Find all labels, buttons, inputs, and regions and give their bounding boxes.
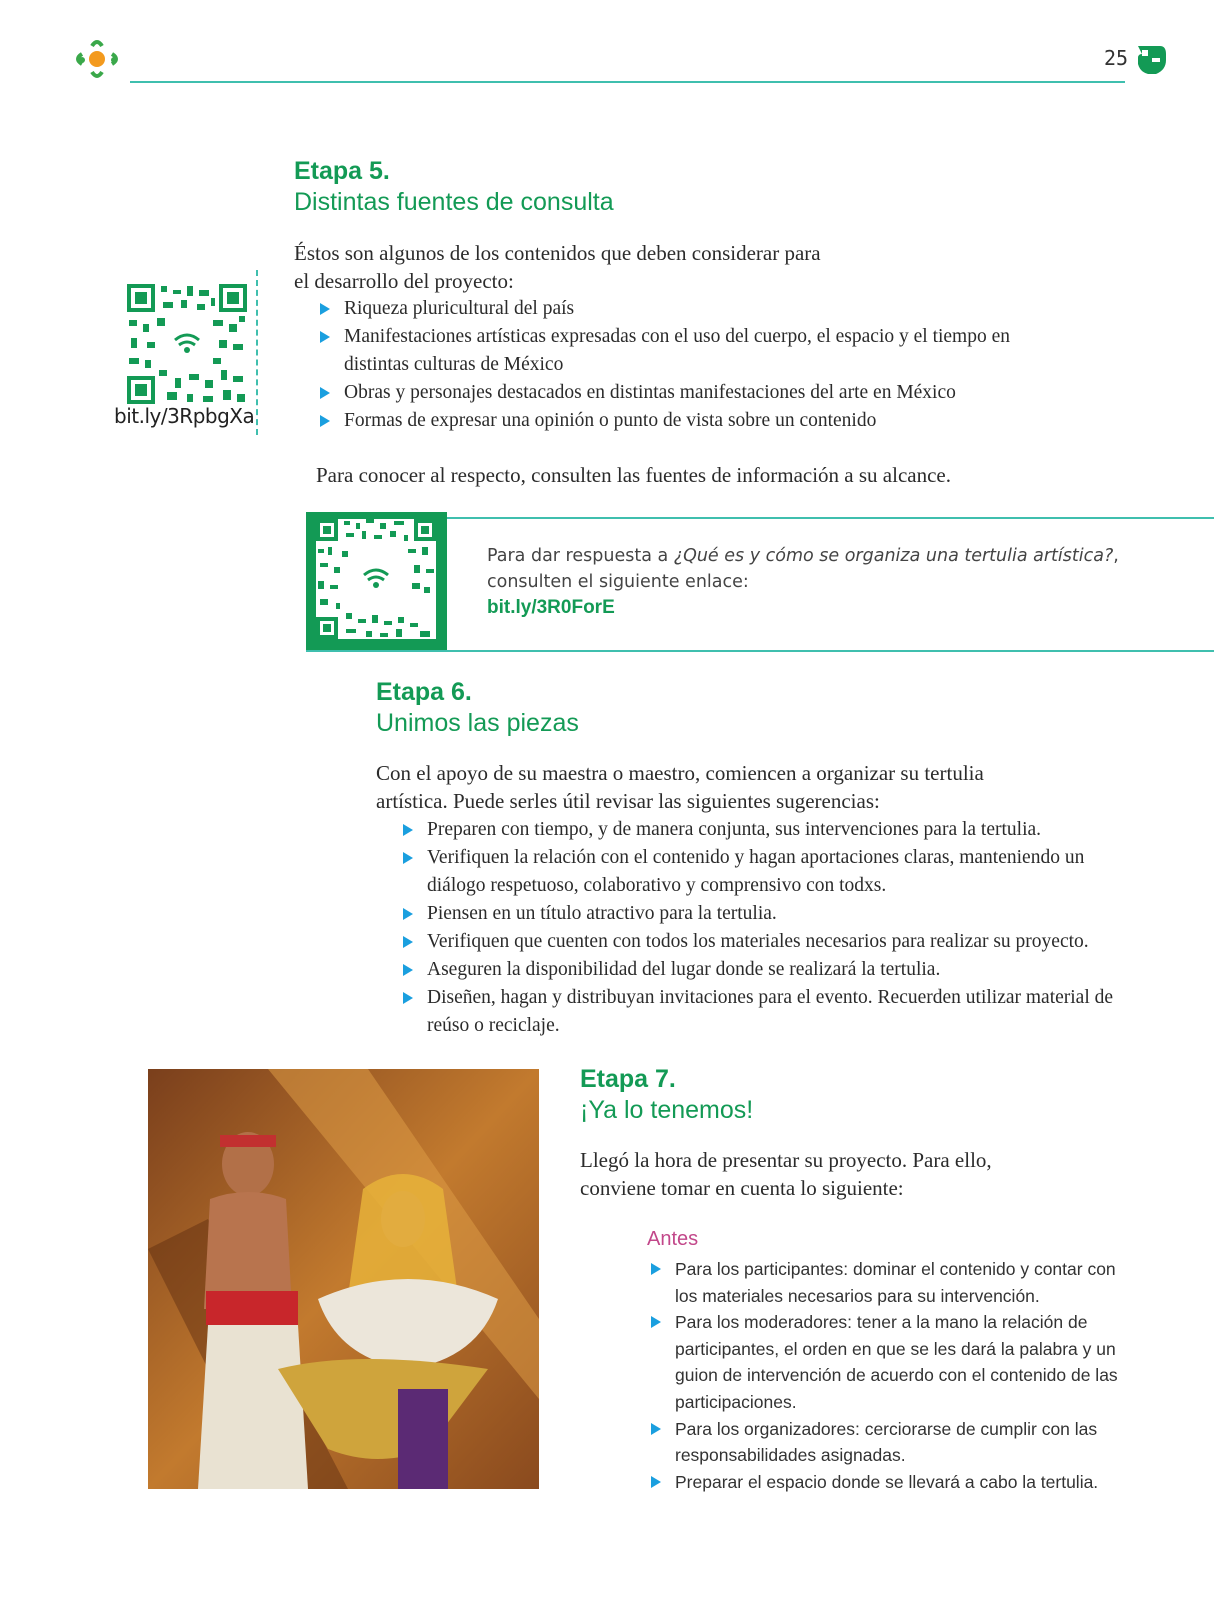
- etapa7-intro: [580, 1146, 1140, 1202]
- etapa7-intro-line1: Llegó la hora de presentar su proyecto. Para ello,: [580, 1148, 992, 1172]
- list-item: Para los moderadores: tener a la mano la relación de participantes, el orden en que se les dará la palabra y un guion de intervención de acuerdo con el contenido de las participaciones.: [647, 1309, 1127, 1415]
- etapa6-intro: [376, 759, 1156, 815]
- etapa7-subtitle: ¡Ya lo tenemos!: [580, 1096, 754, 1124]
- list-item: Riqueza pluricultural del país: [316, 295, 1036, 323]
- etapa5-intro-line1: Éstos son algunos de los contenidos que deben considerar para: [294, 241, 821, 265]
- etapa5-title: Etapa 5.: [294, 157, 390, 185]
- header-rule: [130, 81, 1125, 83]
- etapa6-title: Etapa 6.: [376, 678, 472, 706]
- link-text-line1: [487, 543, 1167, 569]
- etapa6-intro-line2: artística. Puede serles útil revisar las siguientes sugerencias:: [376, 789, 880, 813]
- list-item: Piensen en un título atractivo para la tertulia.: [399, 900, 1119, 928]
- list-item: Formas de expresar una opinión o punto de vista sobre un contenido: [316, 407, 1036, 435]
- link-text-after: ,: [1113, 546, 1119, 566]
- qr-link-label[interactable]: bit.ly/3RpbgXa: [114, 404, 255, 428]
- qr-code-icon[interactable]: [127, 284, 247, 404]
- etapa7-intro-line2: conviene tomar en cuenta lo siguiente:: [580, 1176, 904, 1200]
- list-item: Manifestaciones artísticas expresadas con el uso del cuerpo, el espacio y el tiempo en distintas culturas de México: [316, 323, 1036, 379]
- etapa5-intro-line2: el desarrollo del proyecto:: [294, 269, 514, 293]
- list-item: Aseguren la disponibilidad del lugar donde se realizará la tertulia.: [399, 956, 1119, 984]
- list-item: Diseñen, hagan y distribuyan invitaciones para el evento. Recuerden utilizar material de reúso o reciclaje.: [399, 984, 1119, 1040]
- etapa5-intro: [294, 239, 1054, 295]
- list-item: Para los organizadores: cerciorarse de cumplir con las responsabilidades asignadas.: [647, 1416, 1127, 1469]
- link-text: [487, 543, 1167, 621]
- etapa6-list: [399, 816, 1119, 1040]
- link-text-question: ¿Qué es y cómo se organiza una tertulia artística?: [673, 546, 1114, 566]
- etapa7-title: Etapa 7.: [580, 1065, 676, 1093]
- qr-code-icon[interactable]: [316, 519, 436, 639]
- dancers-photo: [148, 1069, 539, 1489]
- link-text-before: Para dar respuesta a: [487, 546, 674, 566]
- list-item: Verifiquen la relación con el contenido y hagan aportaciones claras, manteniendo un diálogo respetuoso, colaborativo y comprensivo con todxs.: [399, 844, 1119, 900]
- link-text-line2: consulten el siguiente enlace:: [487, 572, 749, 592]
- etapa6-intro-line1: Con el apoyo de su maestra o maestro, comiencen a organizar su tertulia: [376, 761, 984, 785]
- link-url[interactable]: bit.ly/3R0ForE: [487, 597, 615, 618]
- list-item: Preparar el espacio donde se llevará a cabo la tertulia.: [647, 1469, 1127, 1496]
- list-item: Verifiquen que cuenten con todos los materiales necesarios para realizar su proyecto.: [399, 928, 1119, 956]
- page-number: 25: [1104, 46, 1129, 70]
- etapa7-list: [647, 1256, 1127, 1495]
- antes-label: Antes: [647, 1228, 699, 1250]
- etapa6-subtitle: Unimos las piezas: [376, 709, 579, 737]
- list-item: Preparen con tiempo, y de manera conjunta, sus intervenciones para la tertulia.: [399, 816, 1119, 844]
- list-item: Obras y personajes destacados en distintas manifestaciones del arte en México: [316, 379, 1036, 407]
- list-item: Para los participantes: dominar el contenido y contar con los materiales necesarios para su intervención.: [647, 1256, 1127, 1309]
- book-logo-icon: [72, 34, 124, 86]
- etapa5-subtitle: Distintas fuentes de consulta: [294, 188, 614, 216]
- etapa5-closing: Para conocer al respecto, consulten las fuentes de información a su alcance.: [316, 463, 951, 487]
- qr-divider: [256, 270, 258, 435]
- etapa5-list: [316, 295, 1036, 435]
- glyph-corner-icon: [1134, 40, 1168, 78]
